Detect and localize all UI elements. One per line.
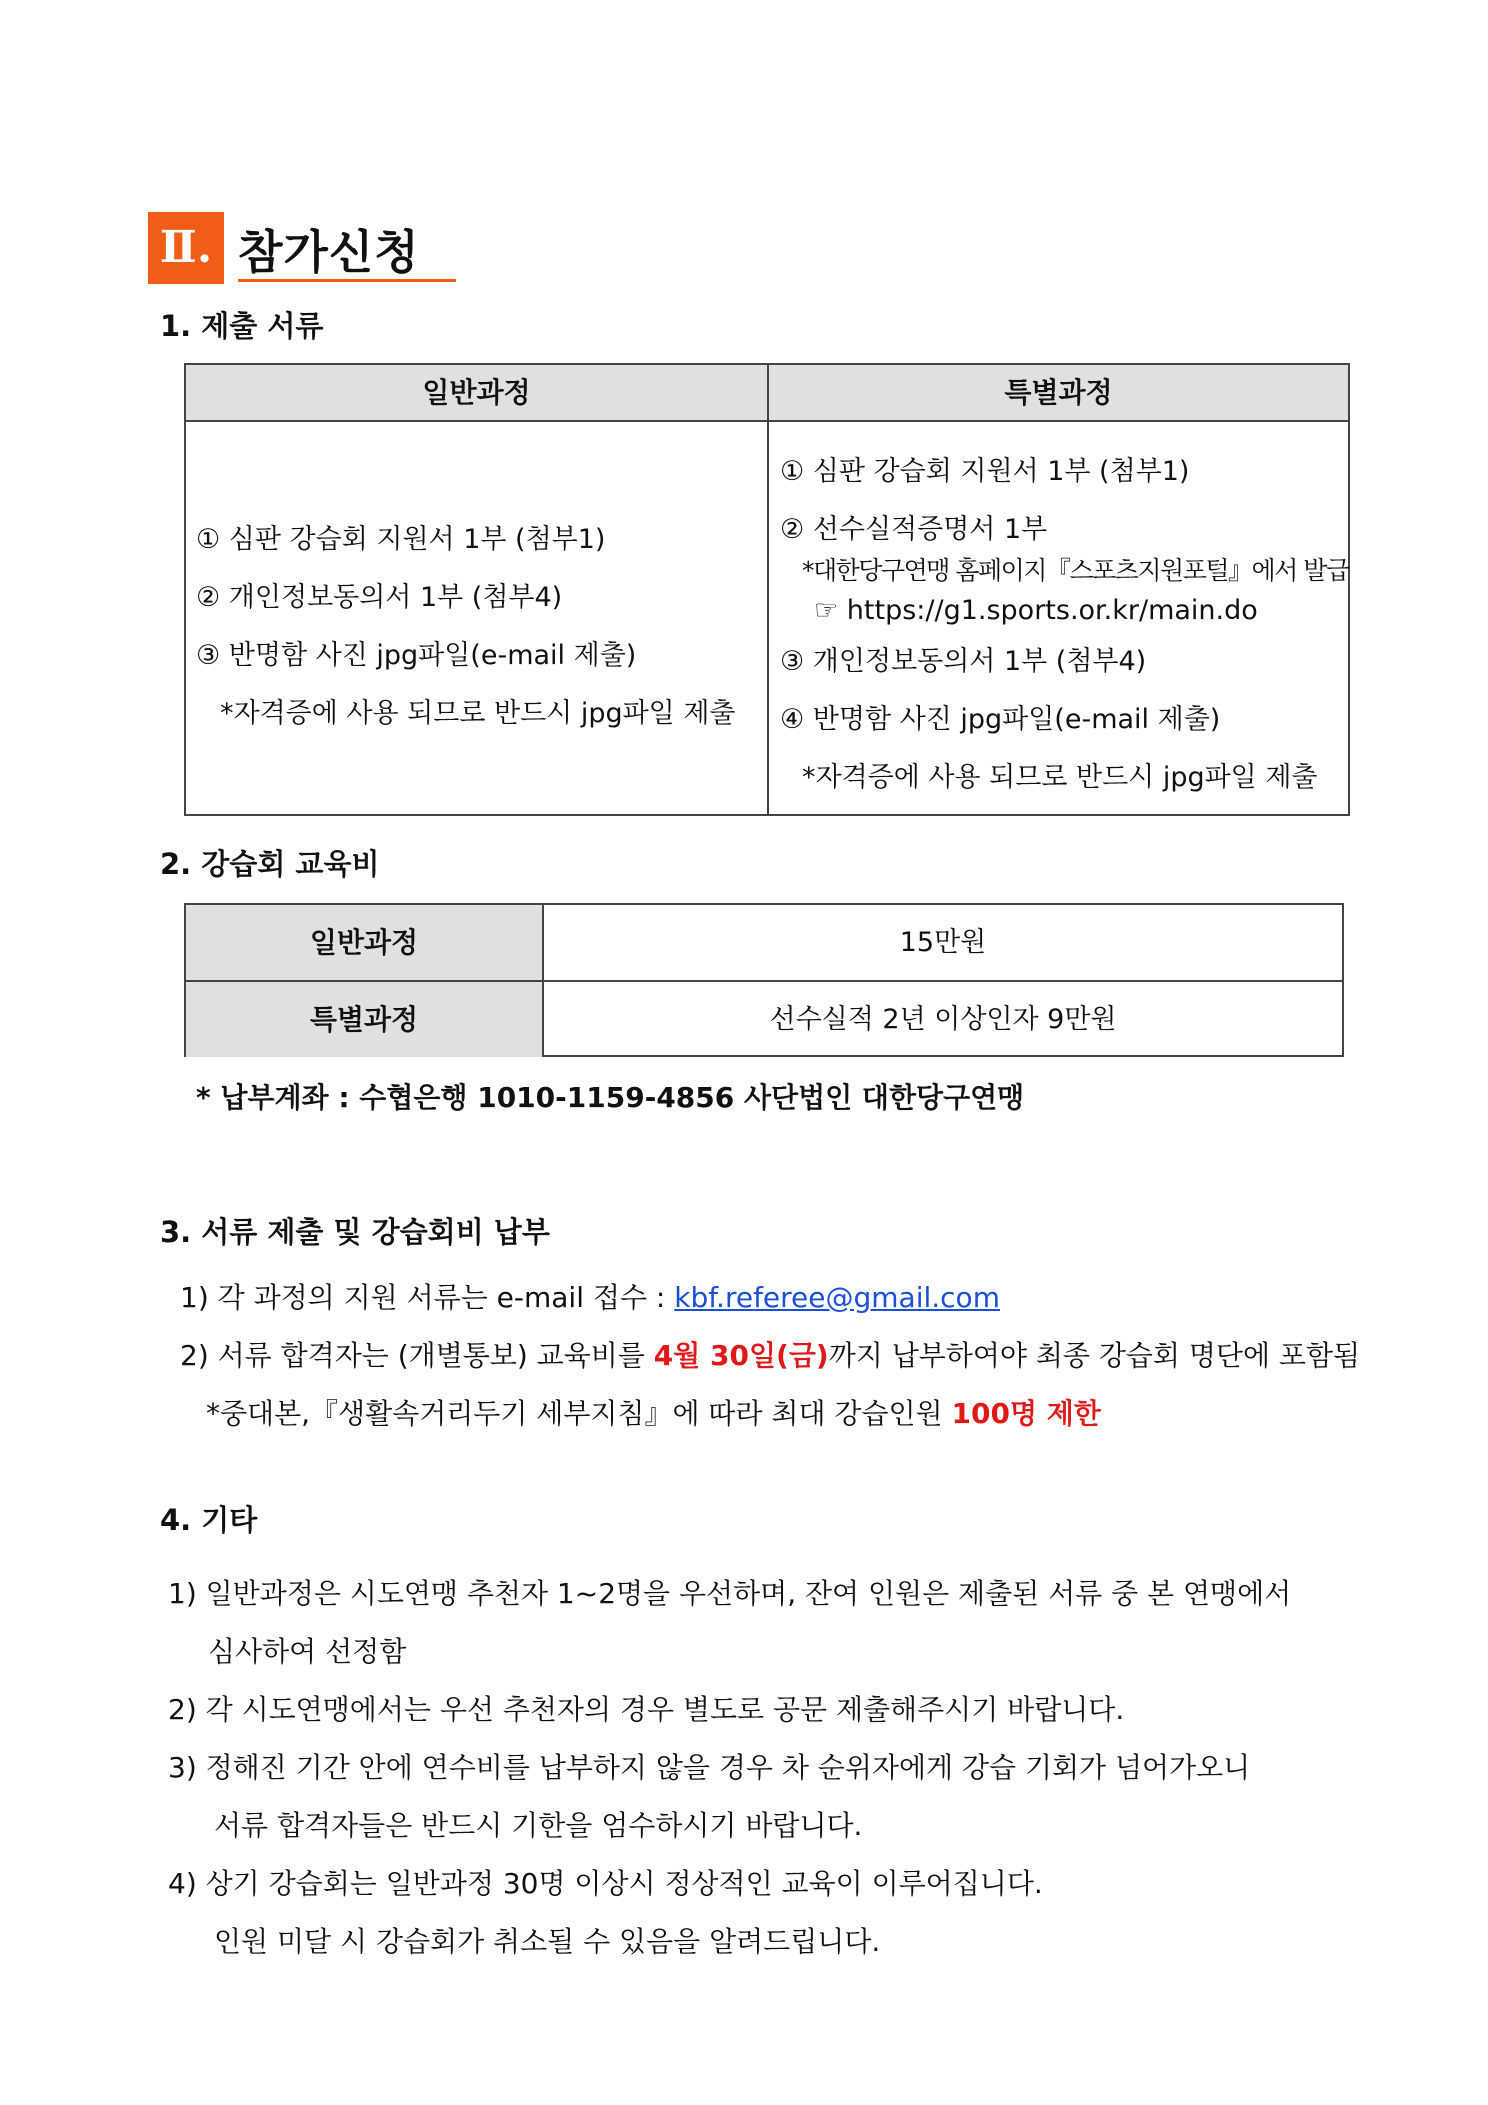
- special-doc-item: ① 심판 강습회 지원서 1부 (첨부1): [780, 456, 1190, 487]
- documents-table: [184, 363, 1350, 816]
- etc-item: 1) 일반과정은 시도연맹 추천자 1~2명을 우선하며, 잔여 인원은 제출된 서류 중 본 연맹에서: [168, 1577, 1292, 1610]
- capacity-limit: 100명 제한: [951, 1397, 1101, 1430]
- special-doc-note: *대한당구연맹 홈페이지『스포츠지원포털』에서 발급: [802, 556, 1349, 585]
- fee-value-general: 15만원: [899, 927, 987, 958]
- etc-item-continued: 심사하여 선정함: [208, 1635, 407, 1668]
- heading-documents: 1. 제출 서류: [160, 309, 324, 343]
- column-divider: [767, 420, 769, 814]
- heading-submission: 3. 서류 제출 및 강습회비 납부: [160, 1215, 550, 1249]
- fee-label-general: 일반과정: [186, 905, 544, 980]
- general-doc-item: ③ 반명함 사진 jpg파일(e-mail 제출): [196, 640, 637, 671]
- capacity-note: *중대본,『생활속거리두기 세부지침』에 따라 최대 강습인원 100명 제한: [206, 1397, 1101, 1430]
- portal-url: ☞ https://g1.sports.or.kr/main.do: [814, 595, 1258, 626]
- table-header-general: 일반과정: [186, 365, 769, 422]
- general-doc-item: ② 개인정보동의서 1부 (첨부4): [196, 582, 563, 613]
- submission-item-1: 1) 각 과정의 지원 서류는 e-mail 접수 : kbf.referee@gmail.com: [180, 1281, 1000, 1314]
- special-doc-item: ④ 반명함 사진 jpg파일(e-mail 제출): [780, 704, 1221, 735]
- general-doc-item: ① 심판 강습회 지원서 1부 (첨부1): [196, 524, 606, 555]
- special-doc-item: ② 선수실적증명서 1부: [780, 514, 1048, 545]
- heading-etc: 4. 기타: [160, 1503, 258, 1537]
- table-header-special: 특별과정: [769, 365, 1348, 422]
- section-title: 참가신청: [238, 225, 420, 279]
- fee-table: [184, 903, 1344, 1057]
- contact-email-link[interactable]: kbf.referee@gmail.com: [674, 1281, 1000, 1314]
- special-doc-item: ③ 개인정보동의서 1부 (첨부4): [780, 646, 1147, 677]
- etc-item: 2) 각 시도연맹에서는 우선 추천자의 경우 별도로 공문 제출해주시기 바랍니다.: [168, 1693, 1125, 1726]
- payment-account-note: * 납부계좌 : 수협은행 1010-1159-4856 사단법인 대한당구연맹: [196, 1081, 1025, 1114]
- etc-item: 4) 상기 강습회는 일반과정 30명 이상시 정상적인 교육이 이루어집니다.: [168, 1867, 1043, 1900]
- payment-deadline: 4월 30일(금): [653, 1339, 829, 1372]
- general-doc-note: *자격증에 사용 되므로 반드시 jpg파일 제출: [220, 698, 736, 729]
- submission-item-2: 2) 서류 합격자는 (개별통보) 교육비를 4월 30일(금)까지 납부하여야 최종 강습회 명단에 포함됨: [180, 1339, 1361, 1372]
- etc-item-continued: 인원 미달 시 강습회가 취소될 수 있음을 알려드립니다.: [214, 1925, 881, 1958]
- title-underline: [238, 279, 456, 282]
- heading-fee: 2. 강습회 교육비: [160, 847, 380, 881]
- fee-value-special: 선수실적 2년 이상인자 9만원: [769, 1004, 1117, 1035]
- fee-label-special: 특별과정: [186, 982, 544, 1057]
- etc-item: 3) 정해진 기간 안에 연수비를 납부하지 않을 경우 차 순위자에게 강습 기회가 넘어가오니: [168, 1751, 1251, 1784]
- special-doc-note: *자격증에 사용 되므로 반드시 jpg파일 제출: [802, 762, 1318, 793]
- etc-item-continued: 서류 합격자들은 반드시 기한을 엄수하시기 바랍니다.: [214, 1809, 863, 1842]
- roman-numeral-badge: Ⅱ.: [148, 212, 224, 284]
